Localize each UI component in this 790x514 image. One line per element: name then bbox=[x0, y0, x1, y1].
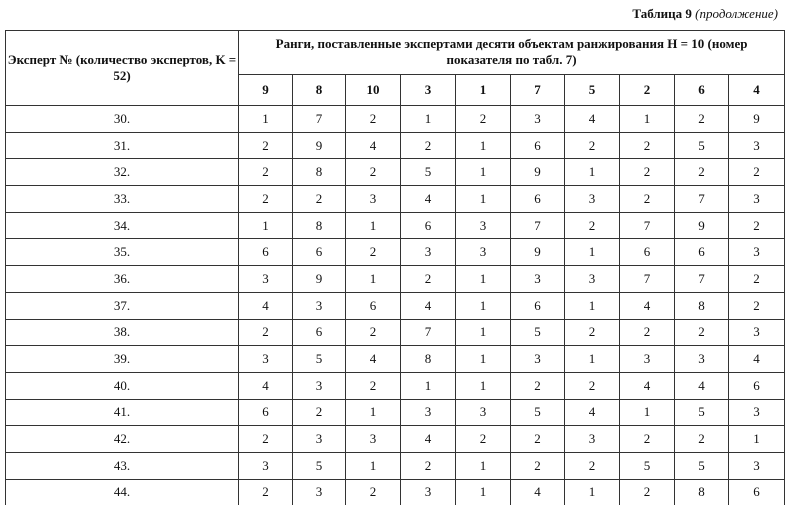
rank-cell: 3 bbox=[293, 426, 346, 453]
rank-cell: 2 bbox=[456, 426, 511, 453]
rank-cell: 2 bbox=[620, 479, 675, 505]
rank-cell: 4 bbox=[401, 292, 456, 319]
rank-cell: 1 bbox=[456, 186, 511, 213]
rank-cell: 8 bbox=[293, 212, 346, 239]
rank-cell: 4 bbox=[346, 346, 401, 373]
rank-cell: 5 bbox=[401, 159, 456, 186]
rank-cell: 2 bbox=[565, 212, 620, 239]
rank-cell: 2 bbox=[565, 452, 620, 479]
rank-cell: 3 bbox=[565, 186, 620, 213]
rank-cell: 2 bbox=[675, 426, 729, 453]
rank-cell: 2 bbox=[729, 212, 785, 239]
rank-cell: 1 bbox=[346, 452, 401, 479]
rank-cell: 1 bbox=[239, 106, 293, 133]
rank-cell: 1 bbox=[456, 159, 511, 186]
rank-cell: 5 bbox=[293, 346, 346, 373]
rank-cell: 2 bbox=[511, 426, 565, 453]
rank-cell: 3 bbox=[456, 239, 511, 266]
rank-cell: 3 bbox=[401, 239, 456, 266]
rank-cell: 7 bbox=[675, 266, 729, 293]
rank-cell: 6 bbox=[675, 239, 729, 266]
table-row bbox=[6, 479, 785, 505]
rank-cell: 1 bbox=[401, 372, 456, 399]
rank-cell: 3 bbox=[401, 479, 456, 505]
rank-cell: 2 bbox=[620, 319, 675, 346]
rank-cell: 3 bbox=[401, 399, 456, 426]
rank-cell: 2 bbox=[620, 132, 675, 159]
rank-cell: 4 bbox=[346, 132, 401, 159]
rank-cell: 3 bbox=[293, 372, 346, 399]
rank-cell: 4 bbox=[729, 346, 785, 373]
rank-cell: 8 bbox=[401, 346, 456, 373]
table-row bbox=[6, 372, 785, 399]
rank-cell: 8 bbox=[293, 159, 346, 186]
column-header: 10 bbox=[346, 74, 401, 105]
rank-cell: 5 bbox=[675, 399, 729, 426]
rank-cell: 4 bbox=[401, 186, 456, 213]
table-row bbox=[6, 159, 785, 186]
rank-cell: 2 bbox=[620, 186, 675, 213]
rank-cell: 1 bbox=[565, 292, 620, 319]
table-row bbox=[6, 346, 785, 373]
rank-cell: 3 bbox=[675, 346, 729, 373]
rank-cell: 3 bbox=[729, 319, 785, 346]
rank-cell: 2 bbox=[239, 319, 293, 346]
rank-cell: 6 bbox=[729, 372, 785, 399]
rank-cell: 2 bbox=[346, 159, 401, 186]
ranks-table bbox=[5, 30, 785, 505]
rank-cell: 3 bbox=[729, 132, 785, 159]
rank-cell: 4 bbox=[511, 479, 565, 505]
rank-cell: 6 bbox=[511, 186, 565, 213]
column-header: 4 bbox=[729, 74, 785, 105]
rank-cell: 3 bbox=[620, 346, 675, 373]
rank-cell: 7 bbox=[511, 212, 565, 239]
rank-cell: 1 bbox=[456, 452, 511, 479]
rank-cell: 6 bbox=[401, 212, 456, 239]
rank-cell: 4 bbox=[565, 399, 620, 426]
rank-cell: 5 bbox=[511, 319, 565, 346]
rank-cell: 1 bbox=[346, 399, 401, 426]
table-body bbox=[6, 106, 785, 506]
rank-cell: 3 bbox=[239, 452, 293, 479]
rank-cell: 3 bbox=[729, 186, 785, 213]
rank-cell: 3 bbox=[456, 212, 511, 239]
rank-cell: 4 bbox=[620, 372, 675, 399]
expert-number-cell: 40. bbox=[6, 372, 239, 399]
rank-cell: 2 bbox=[729, 292, 785, 319]
table-caption-note: (продолжение) bbox=[695, 6, 778, 21]
rank-cell: 1 bbox=[565, 239, 620, 266]
rank-cell: 1 bbox=[456, 346, 511, 373]
rank-cell: 5 bbox=[675, 132, 729, 159]
rank-cell: 2 bbox=[729, 159, 785, 186]
rank-cell: 2 bbox=[239, 479, 293, 505]
expert-number-cell: 38. bbox=[6, 319, 239, 346]
table-row bbox=[6, 132, 785, 159]
rank-cell: 7 bbox=[620, 212, 675, 239]
rank-cell: 4 bbox=[675, 372, 729, 399]
expert-number-cell: 41. bbox=[6, 399, 239, 426]
rank-cell: 1 bbox=[346, 266, 401, 293]
expert-number-cell: 30. bbox=[6, 106, 239, 133]
rank-cell: 2 bbox=[239, 159, 293, 186]
rank-cell: 9 bbox=[293, 132, 346, 159]
rank-cell: 2 bbox=[293, 186, 346, 213]
rank-cell: 7 bbox=[401, 319, 456, 346]
rank-cell: 9 bbox=[511, 159, 565, 186]
rank-cell: 3 bbox=[565, 266, 620, 293]
rank-cell: 3 bbox=[729, 399, 785, 426]
column-header: 2 bbox=[620, 74, 675, 105]
rank-cell: 3 bbox=[511, 346, 565, 373]
expert-number-cell: 35. bbox=[6, 239, 239, 266]
rank-cell: 4 bbox=[239, 292, 293, 319]
rank-cell: 3 bbox=[239, 346, 293, 373]
table-row bbox=[6, 319, 785, 346]
rank-cell: 2 bbox=[401, 266, 456, 293]
expert-number-cell: 44. bbox=[6, 479, 239, 505]
rank-cell: 2 bbox=[675, 319, 729, 346]
rank-cell: 2 bbox=[346, 319, 401, 346]
rank-cell: 1 bbox=[401, 106, 456, 133]
column-header: 3 bbox=[401, 74, 456, 105]
rank-cell: 1 bbox=[565, 346, 620, 373]
rank-cell: 6 bbox=[511, 292, 565, 319]
rank-cell: 9 bbox=[511, 239, 565, 266]
table-row bbox=[6, 399, 785, 426]
table-row bbox=[6, 239, 785, 266]
expert-number-cell: 43. bbox=[6, 452, 239, 479]
rank-cell: 1 bbox=[729, 426, 785, 453]
rank-cell: 6 bbox=[346, 292, 401, 319]
rank-cell: 1 bbox=[565, 159, 620, 186]
rank-cell: 7 bbox=[293, 106, 346, 133]
rank-cell: 2 bbox=[239, 132, 293, 159]
rank-cell: 5 bbox=[511, 399, 565, 426]
rank-cell: 6 bbox=[729, 479, 785, 505]
expert-number-cell: 31. bbox=[6, 132, 239, 159]
table-row bbox=[6, 266, 785, 293]
rank-cell: 3 bbox=[346, 186, 401, 213]
column-header: 1 bbox=[456, 74, 511, 105]
table-caption bbox=[632, 6, 778, 22]
rank-cell: 1 bbox=[620, 106, 675, 133]
expert-number-cell: 32. bbox=[6, 159, 239, 186]
rank-cell: 2 bbox=[346, 106, 401, 133]
table-row bbox=[6, 186, 785, 213]
rank-cell: 1 bbox=[456, 266, 511, 293]
column-header: 8 bbox=[293, 74, 346, 105]
rank-cell: 1 bbox=[620, 399, 675, 426]
rank-cell: 5 bbox=[293, 452, 346, 479]
rank-cell: 1 bbox=[456, 319, 511, 346]
rank-cell: 9 bbox=[729, 106, 785, 133]
rank-cell: 2 bbox=[675, 159, 729, 186]
rank-cell: 3 bbox=[511, 266, 565, 293]
rank-cell: 2 bbox=[620, 426, 675, 453]
rank-cell: 2 bbox=[293, 399, 346, 426]
rank-cell: 6 bbox=[511, 132, 565, 159]
rank-cell: 6 bbox=[239, 239, 293, 266]
rank-cell: 8 bbox=[675, 292, 729, 319]
table-row bbox=[6, 106, 785, 133]
rank-cell: 5 bbox=[675, 452, 729, 479]
rank-cell: 1 bbox=[456, 292, 511, 319]
rank-cell: 6 bbox=[293, 239, 346, 266]
rank-cell: 2 bbox=[565, 372, 620, 399]
column-header: 6 bbox=[675, 74, 729, 105]
rank-cell: 4 bbox=[401, 426, 456, 453]
rank-cell: 2 bbox=[239, 426, 293, 453]
rank-cell: 8 bbox=[675, 479, 729, 505]
rank-cell: 3 bbox=[293, 292, 346, 319]
rank-cell: 3 bbox=[729, 452, 785, 479]
table-row bbox=[6, 426, 785, 453]
expert-number-cell: 37. bbox=[6, 292, 239, 319]
rank-cell: 2 bbox=[729, 266, 785, 293]
rank-cell: 2 bbox=[511, 452, 565, 479]
rank-cell: 4 bbox=[239, 372, 293, 399]
rank-cell: 1 bbox=[456, 479, 511, 505]
rank-cell: 1 bbox=[239, 212, 293, 239]
rank-cell: 4 bbox=[565, 106, 620, 133]
ranks-group-header: Ранги, поставленные экспертами десяти объектам ранжирования H = 10 (номер показателя по табл. 7) bbox=[239, 31, 785, 75]
expert-column-header: Эксперт № (количество экспертов, K = 52) bbox=[6, 31, 239, 106]
table-row bbox=[6, 452, 785, 479]
rank-cell: 3 bbox=[511, 106, 565, 133]
expert-number-cell: 34. bbox=[6, 212, 239, 239]
rank-cell: 3 bbox=[346, 426, 401, 453]
rank-cell: 7 bbox=[675, 186, 729, 213]
table-row bbox=[6, 212, 785, 239]
rank-cell: 3 bbox=[565, 426, 620, 453]
rank-cell: 2 bbox=[511, 372, 565, 399]
rank-cell: 1 bbox=[456, 132, 511, 159]
rank-cell: 2 bbox=[239, 186, 293, 213]
rank-cell: 4 bbox=[620, 292, 675, 319]
rank-cell: 2 bbox=[346, 479, 401, 505]
rank-cell: 3 bbox=[293, 479, 346, 505]
rank-cell: 3 bbox=[239, 266, 293, 293]
rank-cell: 2 bbox=[346, 372, 401, 399]
expert-number-cell: 33. bbox=[6, 186, 239, 213]
expert-number-cell: 39. bbox=[6, 346, 239, 373]
rank-cell: 2 bbox=[401, 132, 456, 159]
rank-cell: 6 bbox=[239, 399, 293, 426]
table-caption-title: Таблица 9 bbox=[632, 6, 692, 21]
rank-cell: 2 bbox=[565, 132, 620, 159]
rank-cell: 6 bbox=[293, 319, 346, 346]
rank-cell: 2 bbox=[346, 239, 401, 266]
rank-cell: 1 bbox=[346, 212, 401, 239]
rank-cell: 2 bbox=[675, 106, 729, 133]
rank-cell: 5 bbox=[620, 452, 675, 479]
rank-cell: 2 bbox=[565, 319, 620, 346]
rank-cell: 3 bbox=[456, 399, 511, 426]
rank-cell: 2 bbox=[401, 452, 456, 479]
rank-cell: 9 bbox=[675, 212, 729, 239]
rank-cell: 2 bbox=[456, 106, 511, 133]
rank-cell: 9 bbox=[293, 266, 346, 293]
column-header: 9 bbox=[239, 74, 293, 105]
expert-number-cell: 36. bbox=[6, 266, 239, 293]
rank-cell: 2 bbox=[620, 159, 675, 186]
column-header: 5 bbox=[565, 74, 620, 105]
rank-cell: 1 bbox=[456, 372, 511, 399]
rank-cell: 1 bbox=[565, 479, 620, 505]
rank-cell: 3 bbox=[729, 239, 785, 266]
rank-cell: 7 bbox=[620, 266, 675, 293]
rank-cell: 6 bbox=[620, 239, 675, 266]
column-header: 7 bbox=[511, 74, 565, 105]
expert-number-cell: 42. bbox=[6, 426, 239, 453]
table-row bbox=[6, 292, 785, 319]
